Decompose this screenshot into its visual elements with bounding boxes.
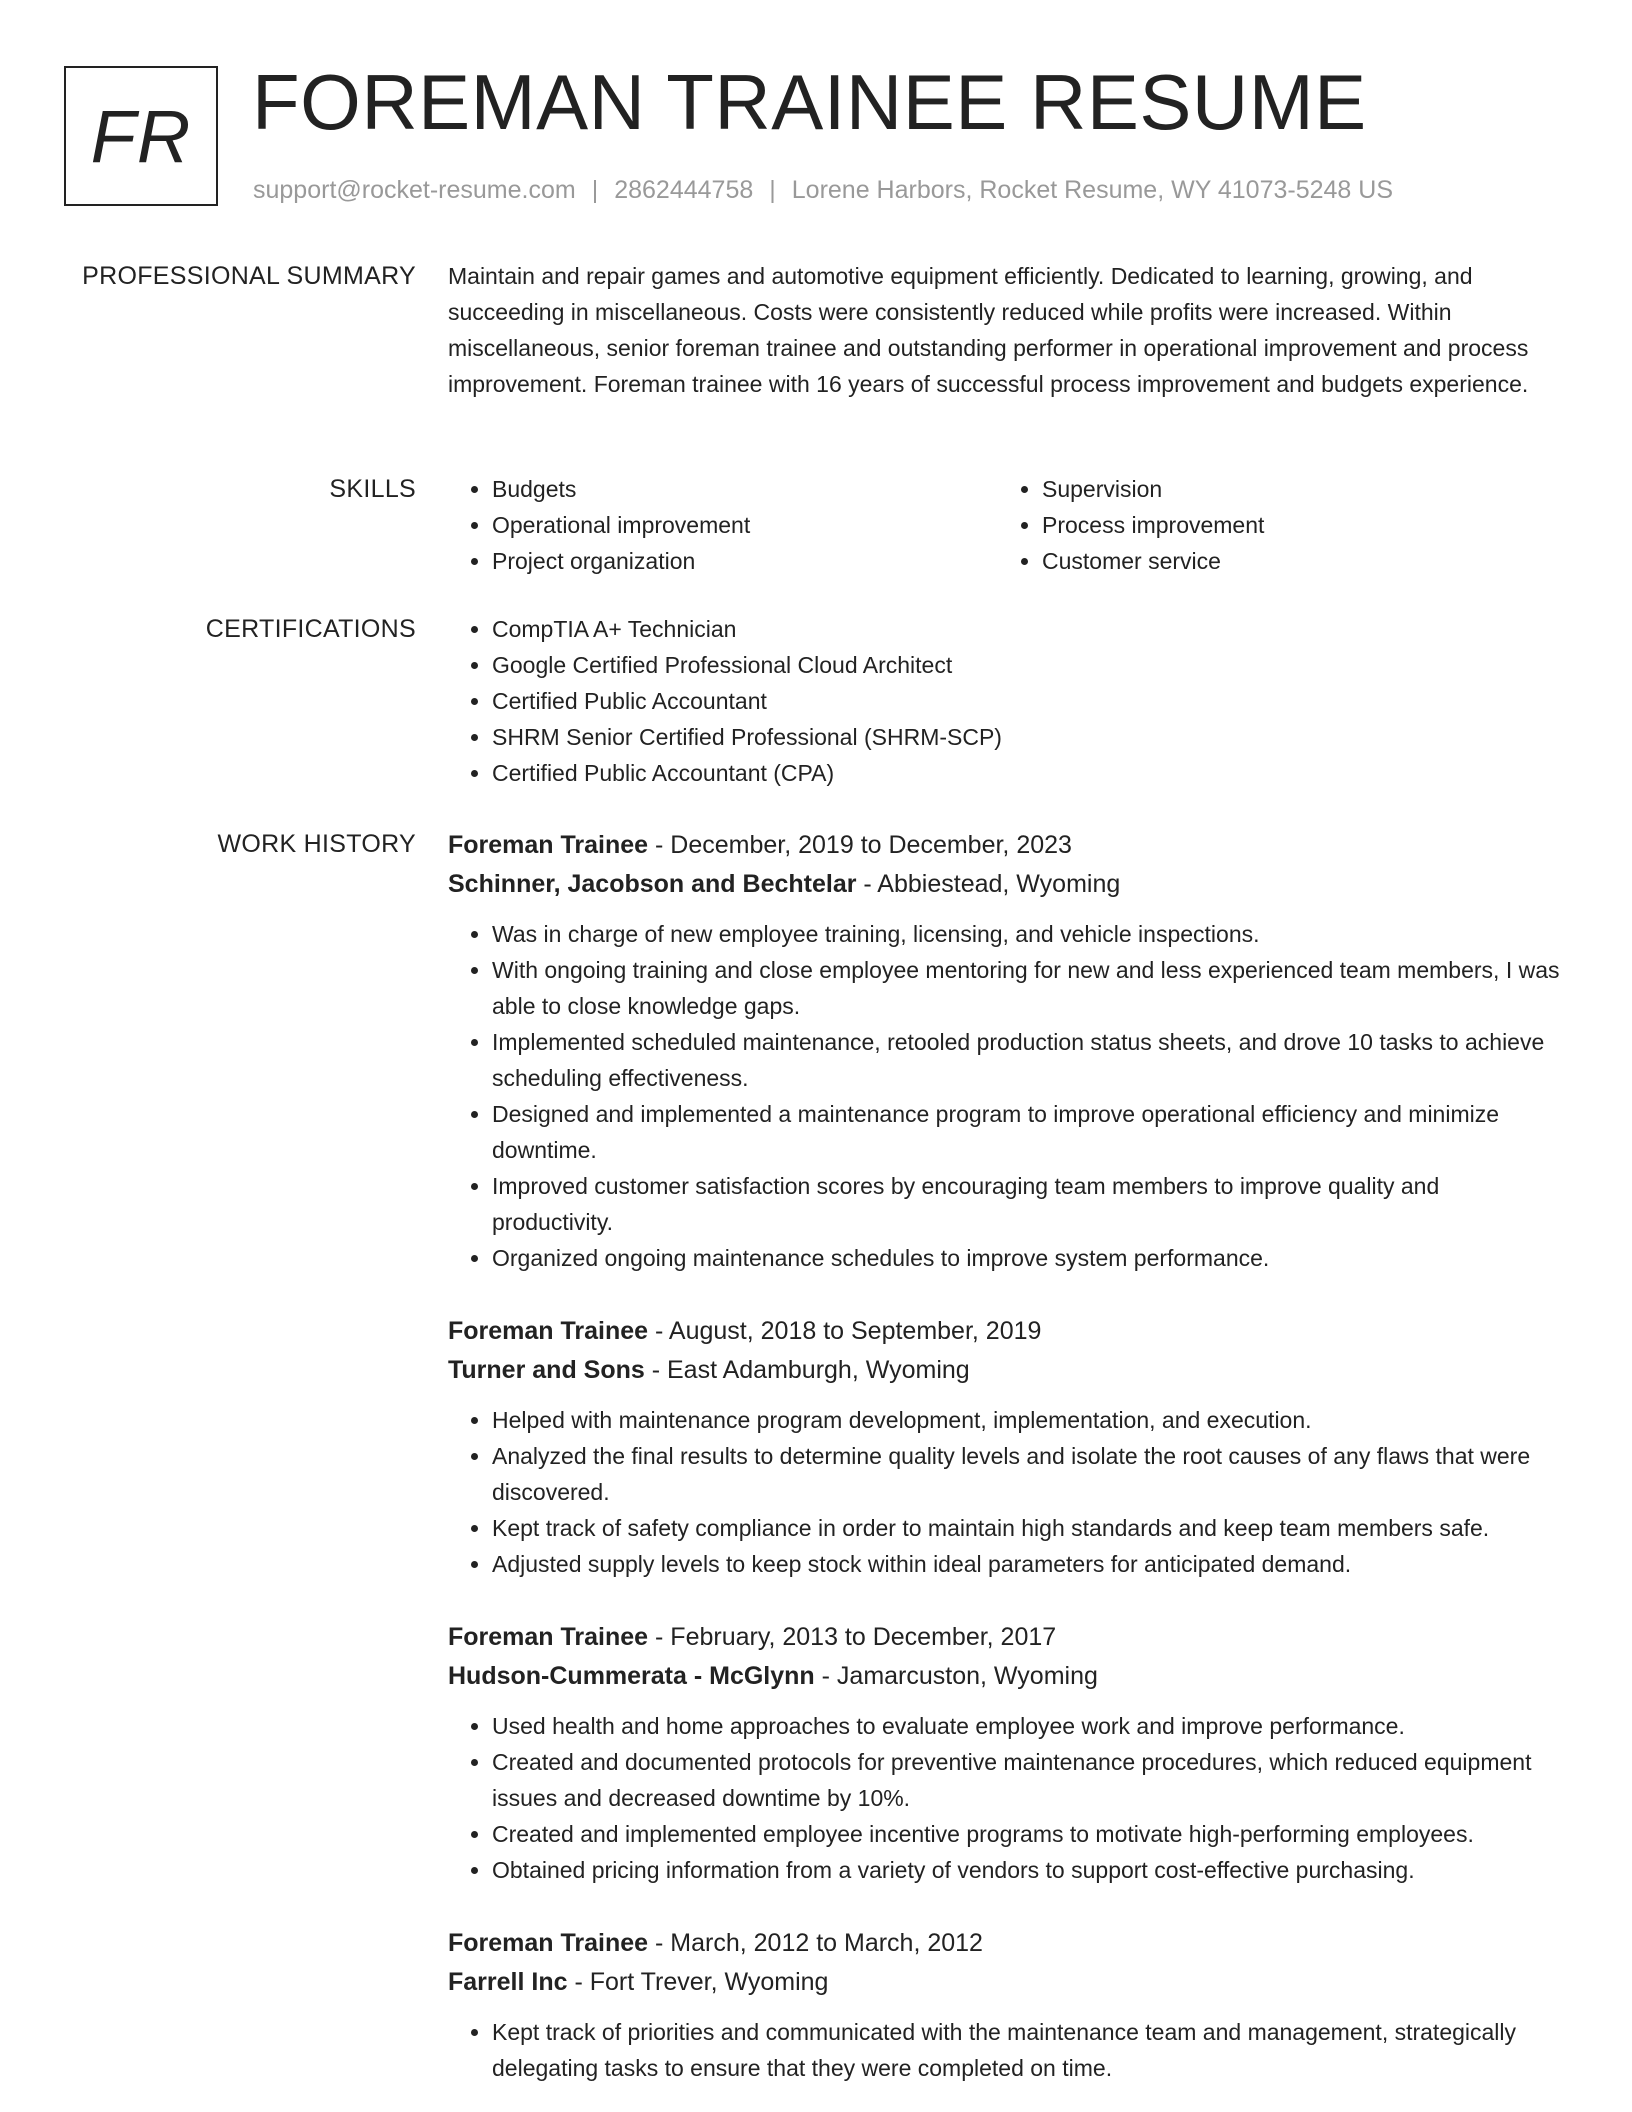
section-label-skills: SKILLS [329,475,416,503]
section-label-work-history: WORK HISTORY [217,830,416,858]
job-entry [448,826,1566,1276]
job-dates: - March, 2012 to March, 2012 [648,1929,983,1957]
contact-email[interactable]: support@rocket-resume.com [253,176,576,204]
job-dates: - August, 2018 to September, 2019 [648,1317,1042,1345]
skills-grid [448,471,1566,579]
skill-item: • Operational improvement [492,507,998,543]
job-title: Foreman Trainee [448,1623,649,1651]
job-company: Hudson-Cummerata - McGlynn [448,1662,815,1690]
job-title-line [448,826,1566,865]
skills-list-right [998,471,1548,579]
job-company: Schinner, Jacobson and Bechtelar [448,870,857,898]
job-title: Foreman Trainee [448,1929,649,1957]
job-bullets [448,916,1566,1276]
job-bullet: • Kept track of priorities and communicated with the maintenance team and management, strategically delegating tasks to ensure that they were completed on time. [492,2014,1566,2086]
job-title-line [448,1924,1566,1963]
job-bullet: • Created and implemented employee incentive programs to motivate high-performing employees. [492,1816,1566,1852]
section-label-summary: PROFESSIONAL SUMMARY [82,262,416,290]
job-title-line [448,1618,1566,1657]
certification-item: • Certified Public Accountant (CPA) [492,755,1566,791]
certification-item: • SHRM Senior Certified Professional (SHRM-SCP) [492,719,1566,755]
certification-item: • Certified Public Accountant [492,683,1566,719]
job-location: - Jamarcuston, Wyoming [814,1662,1098,1690]
job-bullet: • Analyzed the final results to determine quality levels and isolate the root causes of any flaws that were discovered. [492,1438,1566,1510]
job-location: - East Adamburgh, Wyoming [644,1356,970,1384]
job-bullet: • Was in charge of new employee training, licensing, and vehicle inspections. [492,916,1566,952]
job-bullet: • Organized ongoing maintenance schedules to improve system performance. [492,1240,1566,1276]
skill-item: • Process improvement [1042,507,1548,543]
job-bullet: • Helped with maintenance program development, implementation, and execution. [492,1402,1566,1438]
job-bullet: • Obtained pricing information from a variety of vendors to support cost-effective purchasing. [492,1852,1566,1888]
job-bullet: • Implemented scheduled maintenance, retooled production status sheets, and drove 10 tasks to achieve scheduling effectiveness. [492,1024,1566,1096]
job-bullet: • With ongoing training and close employee mentoring for new and less experienced team members, I was able to close knowledge gaps. [492,952,1566,1024]
certifications-list [448,611,1566,791]
job-title: Foreman Trainee [448,1317,649,1345]
job-bullet: • Designed and implemented a maintenance program to improve operational efficiency and minimize downtime. [492,1096,1566,1168]
job-company-line [448,865,1566,904]
job-dates: - December, 2019 to December, 2023 [648,831,1072,859]
job-company-line [448,1351,1566,1390]
job-company: Farrell Inc [448,1968,568,1996]
work-history-body [448,826,1566,2086]
job-company-line [448,1963,1566,2002]
job-bullet: • Created and documented protocols for preventive maintenance procedures, which reduced equipment issues and decreased downtime by 10%. [492,1744,1566,1816]
certification-item: • CompTIA A+ Technician [492,611,1566,647]
summary-body [448,258,1566,402]
skills-list-left [448,471,998,579]
job-bullets [448,1402,1566,1582]
job-bullets [448,1708,1566,1888]
page-title: FOREMAN TRAINEE RESUME [252,58,1367,146]
monogram-logo: FR [64,66,218,206]
skill-item: • Budgets [492,471,998,507]
job-company: Turner and Sons [448,1356,645,1384]
skill-item: • Supervision [1042,471,1548,507]
job-bullet: • Improved customer satisfaction scores by encouraging team members to improve quality and productivity. [492,1168,1566,1240]
job-entry [448,1312,1566,1582]
contact-phone[interactable]: 2862444758 [614,176,754,204]
job-location: - Fort Trever, Wyoming [567,1968,829,1996]
job-entry [448,1924,1566,2086]
job-entry [448,1618,1566,1888]
job-bullet: • Adjusted supply levels to keep stock within ideal parameters for anticipated demand. [492,1546,1566,1582]
job-bullet: • Kept track of safety compliance in order to maintain high standards and keep team members safe. [492,1510,1566,1546]
job-bullet: • Used health and home approaches to evaluate employee work and improve performance. [492,1708,1566,1744]
contact-line [253,176,1393,205]
summary-text: Maintain and repair games and automotive equipment efficiently. Dedicated to learning, growing, and succeeding in miscellaneous. Costs were consistently reduced while profits were increased. Within miscellaneous, senior foreman trainee and outstanding performer in operational improvement and process improvement. Foreman trainee with 16 years of successful process improvement and budgets experience. [448,263,1529,397]
certification-item: • Google Certified Professional Cloud Architect [492,647,1566,683]
contact-separator: | [769,176,776,204]
contact-address: Lorene Harbors, Rocket Resume, WY 41073-5248 US [791,176,1393,204]
skill-item: • Customer service [1042,543,1548,579]
certifications-body [448,611,1566,791]
contact-separator: | [591,176,599,204]
job-dates: - February, 2013 to December, 2017 [648,1623,1057,1651]
job-bullets [448,2014,1566,2086]
section-label-certifications: CERTIFICATIONS [205,615,416,643]
job-title: Foreman Trainee [448,831,649,859]
job-title-line [448,1312,1566,1351]
skill-item: • Project organization [492,543,998,579]
job-company-line [448,1657,1566,1696]
job-location: - Abbiestead, Wyoming [856,870,1121,898]
